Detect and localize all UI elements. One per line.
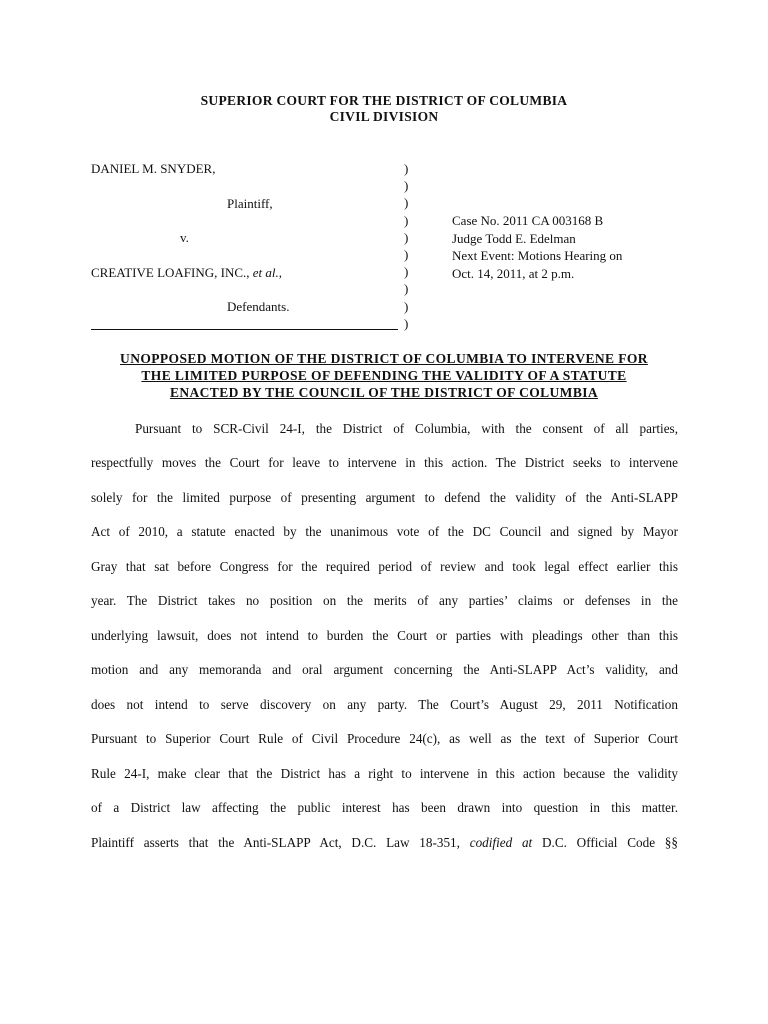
next-event-line1: Next Event: Motions Hearing on: [452, 248, 623, 263]
paren: ): [404, 229, 409, 245]
plaintiff-name: DANIEL M. SNYDER,: [91, 161, 216, 176]
case-info: [452, 212, 622, 282]
paren: ): [404, 161, 409, 176]
paren: ): [404, 246, 409, 262]
motion-title-line3: ENACTED BY THE COUNCIL OF THE DISTRICT OF COLUMBIA: [169, 385, 599, 400]
body-line: Act of 2010, a statute enacted by the unanimous vote of the DC Council and signed by Mayor: [91, 524, 678, 539]
paren: ): [404, 315, 409, 331]
next-event-line2: Oct. 14, 2011, at 2 p.m.: [452, 265, 575, 281]
caption-rule: [91, 329, 398, 330]
body-line: Pursuant to Superior Court Rule of Civil Procedure 24(c), as well as the text of Superior Court: [91, 731, 678, 746]
case-number: Case No. 2011 CA 003168 B: [452, 213, 604, 228]
body-text: Plaintiff asserts that the Anti-SLAPP Act, D.C. Law 18-351,: [91, 835, 470, 850]
judge-name: Judge Todd E. Edelman: [452, 230, 576, 246]
body-line: of a District law affecting the public interest has been drawn into question in this matter.: [91, 800, 678, 815]
body-line: year. The District takes no position on the merits of any parties’ claims or defenses in the: [91, 593, 678, 608]
body-line: motion and any memoranda and oral argument concerning the Anti-SLAPP Act’s validity, and: [91, 662, 678, 677]
body-line: does not intend to serve discovery on any party. The Court’s August 29, 2011 Notification: [91, 697, 678, 712]
body-line: Pursuant to SCR-Civil 24-I, the District of Columbia, with the consent of all parties,: [135, 421, 678, 436]
body-line: Rule 24-I, make clear that the District has a right to intervene in this action because the validity: [91, 766, 678, 781]
body-line: underlying lawsuit, does not intend to burden the Court or parties with pleadings other than this: [91, 628, 678, 643]
body-line: solely for the limited purpose of presenting argument to defend the validity of the Anti-SLAPP: [91, 490, 678, 505]
defendant-name-text: CREATIVE LOAFING, INC.,: [91, 265, 253, 280]
court-name: SUPERIOR COURT FOR THE DISTRICT OF COLUMBIA: [200, 93, 568, 108]
defendant-etal: et al.: [252, 265, 279, 280]
defendant-role: Defendants.: [227, 299, 290, 314]
body-text: D.C. Official Code §§: [532, 835, 678, 850]
paren: ): [404, 281, 409, 297]
paren: ): [404, 178, 409, 194]
body-italic: codified at: [469, 835, 533, 850]
defendant-name: [91, 264, 282, 281]
paren: ): [404, 195, 409, 211]
defendant-comma: ,: [278, 265, 283, 280]
caption-parentheses: [404, 160, 416, 332]
body-line: [91, 834, 678, 852]
paren: ): [404, 298, 409, 314]
court-division: CIVIL DIVISION: [329, 109, 439, 124]
paren: ): [404, 264, 409, 280]
plaintiff-role: Plaintiff,: [227, 196, 273, 211]
motion-title-line1: UNOPPOSED MOTION OF THE DISTRICT OF COLUMBIA TO INTERVENE FOR: [120, 351, 648, 366]
body-line: Gray that sat before Congress for the required period of review and took legal effect earlier this: [91, 559, 678, 574]
paren: ): [404, 212, 409, 228]
versus-label: v.: [180, 230, 189, 245]
body-line: respectfully moves the Court for leave to intervene in this action. The District seeks to intervene: [91, 455, 678, 470]
motion-title-line2: THE LIMITED PURPOSE OF DEFENDING THE VALIDITY OF A STATUTE: [141, 368, 627, 383]
